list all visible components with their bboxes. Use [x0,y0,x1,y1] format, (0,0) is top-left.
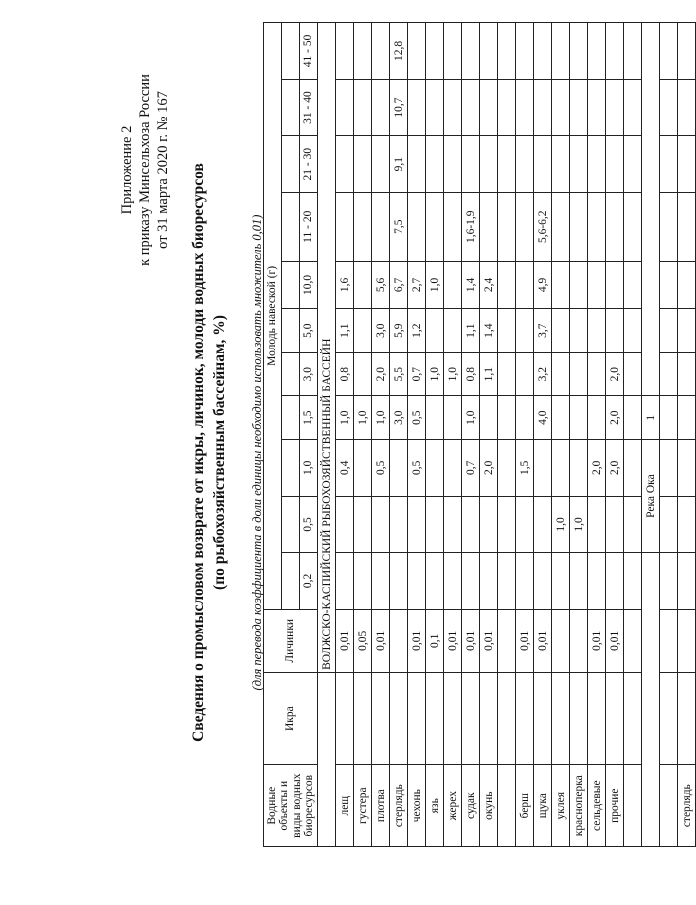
header-weight: 21 - 30 [300,136,318,193]
roe-value [336,672,354,765]
fry-value [354,352,372,396]
fry-value [570,23,588,80]
fry-value [552,23,570,80]
fry-value [480,23,498,80]
fry-value [570,79,588,136]
roe-value [570,672,588,765]
roe-value [462,672,480,765]
fry-value [516,192,534,261]
fry-value [534,496,552,553]
document-subtitle: (по рыбохозяйственным бассейнам, %) [211,315,228,590]
larvae-value: 0,01 [588,609,606,672]
species-name: язь [426,765,444,847]
fry-value: 0,4 [336,439,354,496]
fry-value [552,309,570,353]
fry-value: 1,6 [336,261,354,309]
fry-value [678,439,696,496]
species-name: жерех [444,765,462,847]
fry-value [336,496,354,553]
fry-value [588,496,606,553]
larvae-value [570,609,588,672]
fry-value [336,79,354,136]
data-table [263,22,696,847]
fry-value: 0,5 [408,439,426,496]
fry-value [552,192,570,261]
fry-value [516,553,534,610]
fry-value [552,396,570,440]
header-weight: 5,0 [300,309,318,353]
fry-value: 6,7 [390,261,408,309]
fry-value: 2,4 [480,261,498,309]
fry-value [408,496,426,553]
fry-value [552,261,570,309]
table-row [516,23,534,847]
fry-value [588,192,606,261]
fry-value [570,352,588,396]
header-weight: 11 - 20 [300,192,318,261]
table-row [678,23,696,847]
larvae-value: 0,01 [516,609,534,672]
larvae-value: 0,01 [372,609,390,672]
fry-value [516,352,534,396]
fry-value [336,553,354,610]
roe-value [552,672,570,765]
fry-value [498,79,516,136]
fry-value [354,192,372,261]
header-roe: Икра [264,672,318,765]
larvae-value: 0,01 [534,609,552,672]
fry-value: 1,0 [354,396,372,440]
fry-value: 1,0 [426,261,444,309]
fry-value: 4,0 [534,396,552,440]
fry-value: 1,0 [426,352,444,396]
fry-value [444,496,462,553]
fry-value [462,23,480,80]
fry-value [552,553,570,610]
fry-value [480,496,498,553]
fry-value [462,79,480,136]
fry-value [426,23,444,80]
fry-value [426,396,444,440]
species-name: сельдевые [588,765,606,847]
section-row [642,23,660,847]
species-name: прочие [606,765,624,847]
fry-value: 2,7 [408,261,426,309]
header-weight: 10,0 [300,261,318,309]
header-weight: 1,5 [300,396,318,440]
fry-value [678,396,696,440]
fry-value [354,439,372,496]
species-name [498,765,516,847]
species-name: щука [534,765,552,847]
fry-value [408,192,426,261]
fry-value [390,496,408,553]
fry-value [372,23,390,80]
table-row [462,23,480,847]
fry-value [570,439,588,496]
fry-value [516,496,534,553]
fry-value: 0,8 [462,352,480,396]
fry-value [516,136,534,193]
larvae-value: 0,01 [480,609,498,672]
fry-value [480,396,498,440]
species-name: густера [354,765,372,847]
table-row [552,23,570,847]
fry-value: 3,2 [534,352,552,396]
roe-value [534,672,552,765]
species-name: берш [516,765,534,847]
fry-value: 0,8 [336,352,354,396]
fry-value [606,136,624,193]
fry-value: 2,0 [480,439,498,496]
roe-value [390,672,408,765]
multiplier-note: (для перевода коэффициента в доли единицы необходимо использовать множитель 0,01) [250,214,264,691]
roe-value [426,672,444,765]
fry-value: 1,0 [336,396,354,440]
species-name: стерлядь [678,765,696,847]
roe-value [354,672,372,765]
fry-value [354,553,372,610]
fry-value: 10,7 [390,79,408,136]
fry-value [372,136,390,193]
fry-value [678,192,696,261]
fry-value [444,79,462,136]
fry-value [606,192,624,261]
fry-value [426,553,444,610]
header-weight: 1,0 [300,439,318,496]
fry-value [516,261,534,309]
fry-value: 0,7 [408,352,426,396]
fry-value [444,261,462,309]
fry-value: 0,5 [372,439,390,496]
table-row [570,23,588,847]
fry-value [552,136,570,193]
roe-value [606,672,624,765]
fry-value: 2,0 [606,396,624,440]
roe-value [678,672,696,765]
fry-value [588,261,606,309]
appendix-block [118,20,172,320]
fry-value: 1,4 [480,309,498,353]
table-row [480,23,498,847]
species-name: уклея [552,765,570,847]
fry-value [462,553,480,610]
fry-value [498,553,516,610]
fry-value [498,396,516,440]
fry-value [354,309,372,353]
fry-value [426,439,444,496]
fry-value [354,496,372,553]
fry-value: 2,0 [588,439,606,496]
fry-value [570,309,588,353]
fry-value: 5,9 [390,309,408,353]
fry-value: 1,1 [462,309,480,353]
table-row [606,23,624,847]
larvae-value: 0,05 [354,609,372,672]
fry-value [678,496,696,553]
fry-value [372,192,390,261]
fry-value [480,79,498,136]
fry-value [444,439,462,496]
fry-value [498,192,516,261]
fry-value: 1,5 [516,439,534,496]
fry-value [570,396,588,440]
fry-value [678,79,696,136]
fry-value: 1,0 [552,496,570,553]
fry-value: 12,8 [390,23,408,80]
roe-value [498,672,516,765]
fry-value [678,136,696,193]
table-row [336,23,354,847]
table-row [390,23,408,847]
table-row [426,23,444,847]
fry-value [534,136,552,193]
fry-value [354,79,372,136]
fry-value: 9,1 [390,136,408,193]
section-row [318,23,336,847]
fry-value [426,192,444,261]
fry-value [354,261,372,309]
fry-value [552,352,570,396]
fry-value: 7,5 [390,192,408,261]
fry-value: 1,0 [462,396,480,440]
fry-value: 0,7 [462,439,480,496]
fry-value [606,79,624,136]
fry-value [678,352,696,396]
species-name: плотва [372,765,390,847]
fry-value [408,136,426,193]
fry-value: 1,6-1,9 [462,192,480,261]
fry-value [336,192,354,261]
fry-value [426,136,444,193]
appendix-line-2: к приказу Минсельхоза России [137,74,154,266]
fry-value: 5,6-6,2 [534,192,552,261]
roe-value [516,672,534,765]
fry-value [588,136,606,193]
fry-value [588,79,606,136]
header-weight: 31 - 40 [300,79,318,136]
larvae-value [678,609,696,672]
larvae-value: 0,01 [606,609,624,672]
larvae-value [552,609,570,672]
fry-value [678,553,696,610]
header-weight: 0,5 [300,496,318,553]
fry-value [372,79,390,136]
header-weight: 0,2 [300,553,318,610]
fry-value: 3,7 [534,309,552,353]
header-row-1 [264,23,282,847]
roe-value [408,672,426,765]
fry-value: 1,0 [570,496,588,553]
roe-value [444,672,462,765]
fry-value [444,192,462,261]
fry-value [498,136,516,193]
fry-value [354,23,372,80]
appendix-line-1: Приложение 2 [119,125,135,215]
roe-value [480,672,498,765]
fry-value [336,23,354,80]
fry-value [534,23,552,80]
fry-value [606,23,624,80]
fry-value [588,309,606,353]
fry-value [498,261,516,309]
table-row [354,23,372,847]
species-name: судак [462,765,480,847]
fry-value: 3,0 [390,396,408,440]
fry-value [498,439,516,496]
fry-value [426,79,444,136]
document-title: Сведения о промысловом возврате от икры, личинок, молоди водных биоресурсов [190,163,207,742]
fry-value [498,496,516,553]
fry-value [336,136,354,193]
fry-value [480,553,498,610]
fry-value [588,396,606,440]
fry-value [606,261,624,309]
fry-value: 2,0 [606,439,624,496]
header-larvae: Личинки [264,609,318,672]
fry-value: 4,9 [534,261,552,309]
fry-value [480,192,498,261]
fry-value: 1,1 [480,352,498,396]
fry-value [570,553,588,610]
fry-value: 1,1 [336,309,354,353]
species-name: красноперка [570,765,588,847]
fry-value [372,496,390,553]
fry-value: 3,0 [372,309,390,353]
fry-value [534,439,552,496]
fry-value: 5,6 [372,261,390,309]
fry-value [444,136,462,193]
fry-value [498,23,516,80]
fry-value [678,261,696,309]
fry-value: 1,0 [372,396,390,440]
fry-value [606,553,624,610]
species-name: лещ [336,765,354,847]
larvae-value: 0,01 [462,609,480,672]
fry-value [570,261,588,309]
fry-value [354,136,372,193]
fry-value [444,553,462,610]
roe-value [588,672,606,765]
fry-value [516,396,534,440]
section-title-volga-caspian: ВОЛЖСКО-КАСПИЙСКИЙ РЫБОХОЗЯЙСТВЕННЫЙ БАССЕЙН [318,23,336,673]
fry-value [444,309,462,353]
fry-value: 1,2 [408,309,426,353]
fry-value [426,496,444,553]
fry-value [426,309,444,353]
fry-value [516,309,534,353]
fry-value [570,192,588,261]
header-weight: 41 - 50 [300,23,318,80]
fry-value: 2,0 [606,352,624,396]
section-title-oka: Река Ока [642,439,660,552]
larvae-value: 0,01 [408,609,426,672]
species-name: окунь [480,765,498,847]
fry-value: 2,0 [372,352,390,396]
fry-value [516,23,534,80]
species-name: стерлядь [390,765,408,847]
fry-value [462,136,480,193]
fry-value [480,136,498,193]
table-row [408,23,426,847]
larvae-value [390,609,408,672]
fry-value: 5,5 [390,352,408,396]
fry-value [408,23,426,80]
species-name: чехонь [408,765,426,847]
fry-value [534,553,552,610]
fry-value [462,496,480,553]
larvae-value: 0,01 [444,609,462,672]
fry-value [390,553,408,610]
fry-value [588,553,606,610]
fry-value [552,79,570,136]
table-row [588,23,606,847]
table-row [534,23,552,847]
fry-value: 0,5 [408,396,426,440]
larvae-value: 0,01 [336,609,354,672]
fry-value [588,23,606,80]
fry-value [606,309,624,353]
header-fry: Молодь навеской (г) [264,23,282,610]
table-row [444,23,462,847]
fry-value [390,439,408,496]
oka-marker: 1 [642,396,660,440]
fry-value [408,79,426,136]
larvae-value [498,609,516,672]
fry-value [588,352,606,396]
header-weight: 3,0 [300,352,318,396]
fry-value [534,79,552,136]
fry-value [408,553,426,610]
fry-value [498,352,516,396]
larvae-value: 0,1 [426,609,444,672]
fry-value [606,496,624,553]
fry-value: 1,0 [444,352,462,396]
table-row [372,23,390,847]
fry-value [498,309,516,353]
fry-value [678,309,696,353]
table-row [498,23,516,847]
fry-value [516,79,534,136]
fry-value [444,23,462,80]
fry-value [552,439,570,496]
fry-value [678,23,696,80]
fry-value [570,136,588,193]
fry-value: 1,4 [462,261,480,309]
roe-value [372,672,390,765]
header-species: Водные объекты и виды водных биоресурсов [264,765,318,847]
appendix-line-3: от 31 марта 2020 г. № 167 [155,91,172,249]
fry-value [372,553,390,610]
fry-value [444,396,462,440]
